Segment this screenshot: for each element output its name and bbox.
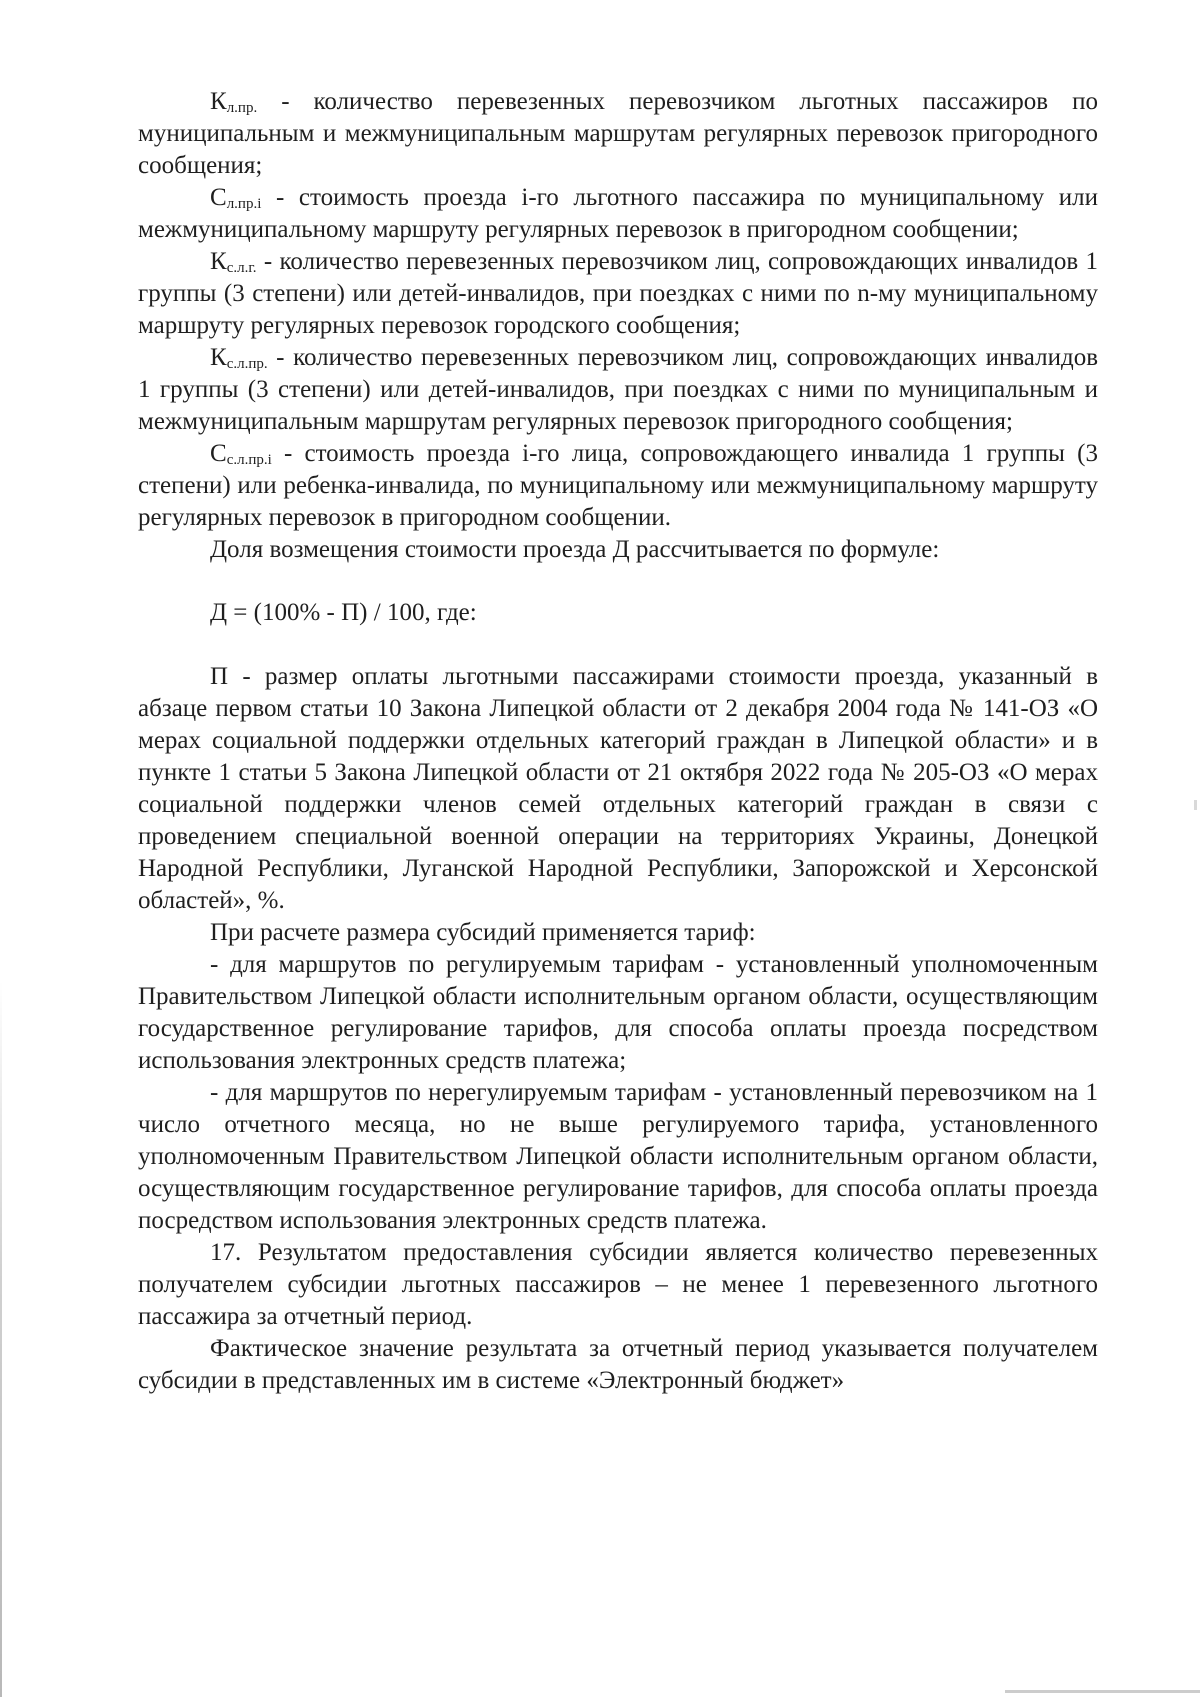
definition-k-slg — [138, 246, 1098, 342]
symbol-subscript: с.л.пр.i — [226, 452, 272, 468]
symbol-subscript: л.пр. — [226, 100, 258, 116]
definition-p: П - размер оплаты льготными пассажирами стоимости проезда, указанный в абзаце первом статьи 10 Закона Липецкой области от 2 декабря 2004 года № 141-ОЗ «О мерах социальной поддержки отдельных категорий граждан в Липецкой области» и в пункте 1 статьи 5 Закона Липецкой области от 21 октября 2022 года № 205-ОЗ «О мерах социальной поддержки членов семей отдельных категорий граждан в связи с проведением специальной военной операции на территориях Украины, Донецкой Народной Республики, Луганской Народной Республики, Запорожской и Херсонской областей», %. — [138, 663, 1098, 914]
scan-corner-artifact — [1005, 1690, 1200, 1693]
definition-k-slpr — [138, 342, 1098, 438]
symbol-letter: С — [210, 440, 227, 467]
share-formula-intro: Доля возмещения стоимости проезда Д рассчитывается по формуле: — [210, 536, 940, 563]
definition-c-slpri — [138, 438, 1098, 534]
symbol-letter: К — [210, 344, 227, 371]
tariff-unregulated-item: - для маршрутов по нерегулируемым тарифам - установленный перевозчиком на 1 число отчетного месяца, но не выше регулируемого тарифа, установленного уполномоченным Правительством Липецкой области исполнительным органом области, осуществляющим государственное регулирование тарифов, для способа оплаты проезда посредством использования электронных средств платежа. — [138, 1079, 1098, 1234]
definition-text: - количество перевезенных перевозчиком лиц, сопровождающих инвалидов 1 группы (3 степени) или детей-инвалидов, при поездках с ними по муниципальным и межмуниципальным маршрутам регулярных перевозок пригородного сообщения; — [138, 344, 1098, 435]
tariff-intro: При расчете размера субсидий применяется тариф: — [210, 919, 756, 946]
symbol-letter: С — [210, 184, 227, 211]
actual-value-paragraph: Фактическое значение результата за отчетный период указывается получателем субсидии в представленных им в системе «Электронный бюджет» — [138, 1335, 1098, 1394]
symbol-subscript: с.л.пр. — [226, 356, 268, 372]
definition-text: - количество перевезенных перевозчиком льготных пассажиров по муниципальным и межмуниципальным маршрутам регулярных перевозок пригородного сообщения; — [138, 88, 1098, 179]
definition-c-lpri — [138, 182, 1098, 246]
symbol-subscript: л.пр.i — [226, 196, 262, 212]
document-body — [138, 86, 1098, 1397]
definition-text: - стоимость проезда i-го лица, сопровождающего инвалида 1 группы (3 степени) или ребенка-инвалида, по муниципальному или межмуниципальному маршруту регулярных перевозок в пригородном сообщении. — [138, 440, 1098, 531]
symbol-letter: К — [210, 248, 227, 275]
symbol-subscript: с.л.г. — [226, 260, 257, 276]
share-formula: Д = (100% - П) / 100, где: — [210, 599, 477, 626]
definition-k-lpr — [138, 86, 1098, 182]
symbol-letter: К — [210, 88, 227, 115]
tariff-regulated-item: - для маршрутов по регулируемым тарифам - установленный уполномоченным Правительством Липецкой области исполнительным органом области, осуществляющим государственное регулирование тарифов, для способа оплаты проезда посредством использования электронных средств платежа; — [138, 951, 1098, 1074]
scan-mark-artifact — [1194, 800, 1197, 810]
definition-text: - стоимость проезда i-го льготного пассажира по муниципальному или межмуниципальному маршруту регулярных перевозок в пригородном сообщении; — [138, 184, 1098, 243]
definition-text: - количество перевезенных перевозчиком лиц, сопровождающих инвалидов 1 группы (3 степени) или детей-инвалидов, при поездках с ними по n-му муниципальному маршруту регулярных перевозок городского сообщения; — [138, 248, 1098, 339]
scan-edge-artifact — [0, 980, 2, 1697]
item-17-paragraph: 17. Результатом предоставления субсидии является количество перевезенных получателем субсидии льготных пассажиров – не менее 1 перевезенного льготного пассажира за отчетный период. — [138, 1239, 1098, 1330]
